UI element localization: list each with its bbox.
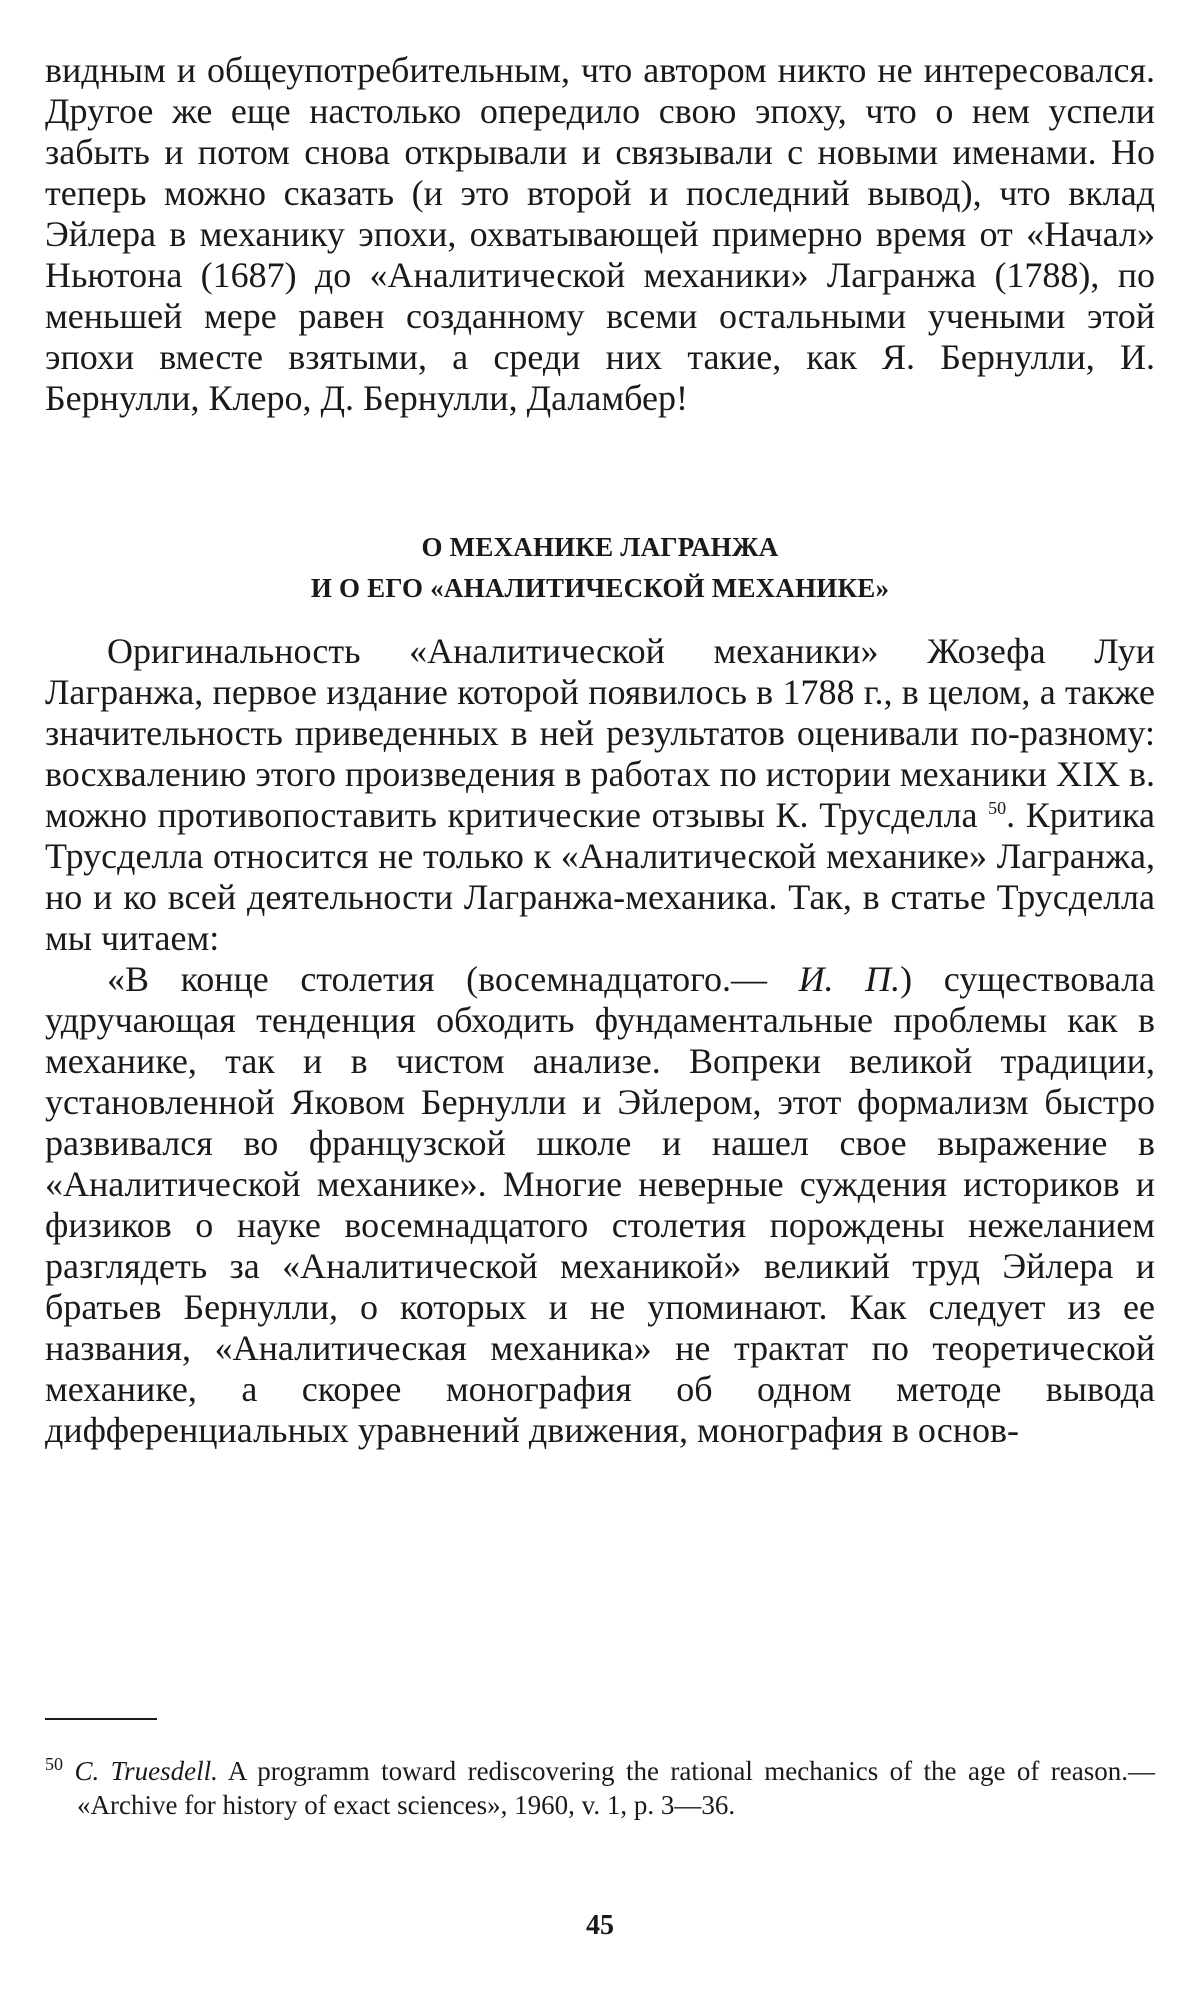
- quote-initials: И. П.: [798, 959, 901, 999]
- paragraph-intro: [45, 631, 1155, 959]
- footnote-divider: [45, 1718, 157, 1720]
- footnote: [45, 1754, 1155, 1822]
- paragraph-quote: [45, 959, 1155, 1451]
- section-heading-line-1: О МЕХАНИКЕ ЛАГРАНЖА: [421, 532, 779, 562]
- quote-rest: ) существовала удручающая тенденция обходить фундаментальные проблемы как в механике, так и в чистом анализе. Вопреки великой традиции, установленной Яковом Бернулли и Эйлером, этот формализм быстро развивался во французской школе и нашел свое выражение в «Аналитической механике». Многие неверные суждения историков и физиков о науке восемнадцатого столетия порождены нежеланием разглядеть за «Аналитической механикой» великий труд Эйлера и братьев Бернулли, о которых и не упоминают. Как следует из ее названия, «Аналитическая механика» не трактат по теоретической механике, а скорее монография об одном методе вывода дифференциальных уравнений движения, монография в основ-: [45, 959, 1156, 1450]
- footnote-number: 50: [45, 1754, 63, 1774]
- footnote-text: A programm toward rediscovering the rational mechanics of the age of reason.— «Archive for history of exact sciences», 1960, v. 1, p. 3—36.: [77, 1756, 1156, 1820]
- section-heading: [45, 527, 1155, 609]
- footnote-author: C. Truesdell.: [74, 1756, 218, 1786]
- paragraph-intro-text: Оригинальность «Аналитической механики» Жозефа Луи Лагранжа, первое издание которой появилось в 1788 г., в целом, а также значительность приведенных в ней результатов оценивали по-разному: восхвалению этого произведения в работах по истории механики XIX в. можно противопоставить критические отзывы К. Трусделла: [45, 631, 1155, 835]
- page-number: 45: [586, 1910, 614, 1941]
- book-page: [45, 50, 1155, 1950]
- footnote-reference: 50: [988, 798, 1007, 818]
- section-heading-line-2: И О ЕГО «АНАЛИТИЧЕСКОЙ МЕХАНИКЕ»: [310, 573, 890, 603]
- paragraph-continuation: видным и общеупотребительным, что автором никто не интересовался. Другое же еще настолько опередило свою эпоху, что о нем успели забыть и потом снова открывали и связывали с новыми именами. Но теперь можно сказать (и это второй и последний вывод), что вклад Эйлера в механику эпохи, охватывающей примерно время от «Начал» Ньютона (1687) до «Аналитической механики» Лагранжа (1788), по меньшей мере равен созданному всеми остальными учеными этой эпохи вместе взятыми, а среди них такие, как Я. Бернулли, И. Бернулли, Клеро, Д. Бернулли, Даламбер!: [45, 50, 1155, 418]
- quote-start: «В конце столетия (восемнадцатого.—: [107, 959, 767, 999]
- paragraph-intro-tail: . Критика Трусделла относится не только к «Аналитической механике» Лагранжа, но и ко всей деятельности Лагранжа-механика. Так, в статье Трусделла мы читаем:: [45, 795, 1155, 958]
